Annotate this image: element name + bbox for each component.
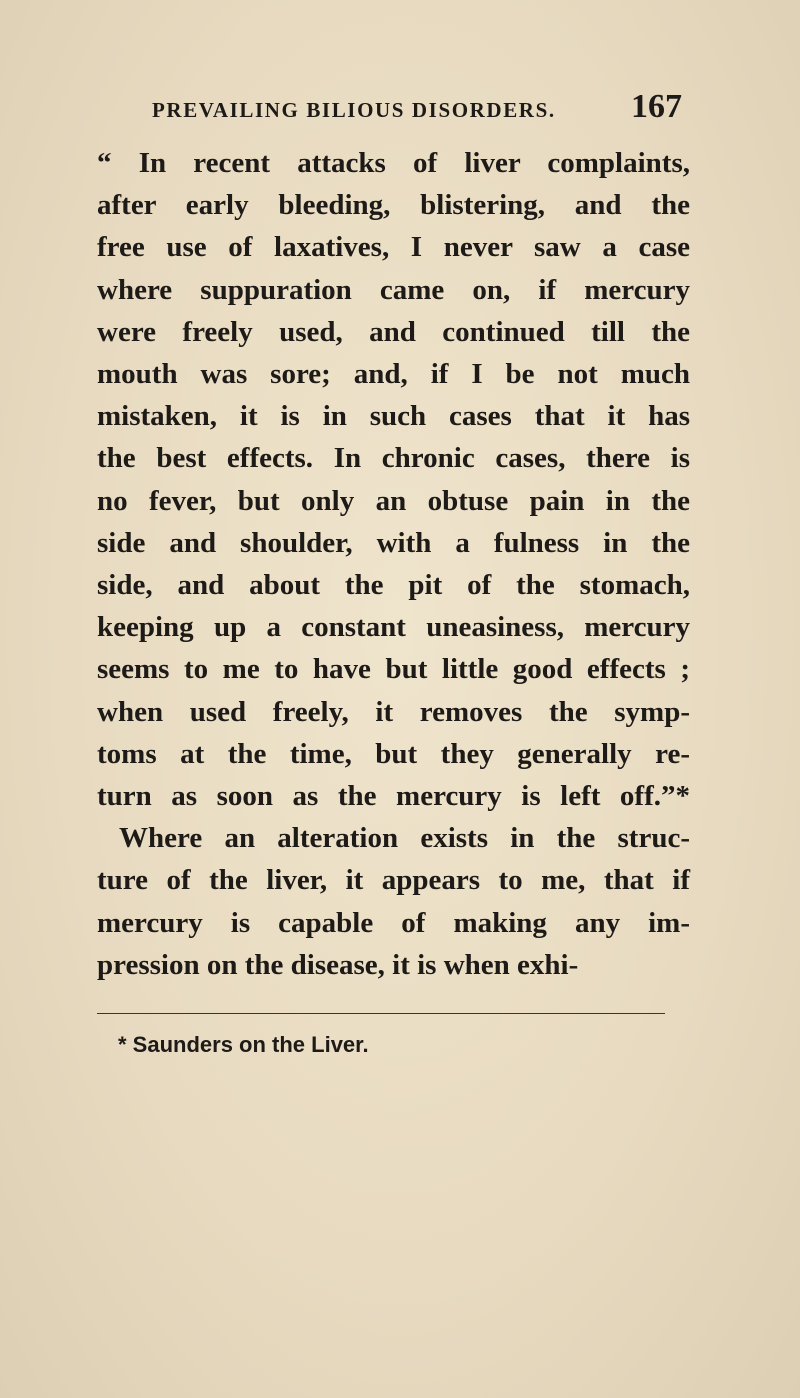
- text-line: “ In recent attacks of liver complaints,: [97, 147, 690, 179]
- text-line: free use of laxatives, I never saw a case: [97, 231, 690, 264]
- text-line: seems to me to have but little good effects ;: [97, 653, 690, 686]
- page-number: 167: [631, 88, 682, 125]
- text-line: mouth was sore; and, if I be not much: [97, 358, 690, 391]
- text-line: side, and about the pit of the stomach,: [97, 569, 690, 602]
- text-line: mistaken, it is in such cases that it has: [97, 400, 690, 433]
- body-text: [97, 142, 690, 986]
- footnote-rule: [97, 1013, 665, 1014]
- running-head: [152, 88, 682, 128]
- text-line: where suppuration came on, if mercury: [97, 273, 690, 306]
- text-line: turn as soon as the mercury is left off.”*: [97, 780, 690, 813]
- footnote: * Saunders on the Liver.: [118, 1032, 369, 1057]
- text-line: the best effects. In chronic cases, there is: [97, 442, 690, 475]
- text-line: side and shoulder, with a fulness in the: [97, 526, 690, 559]
- text-line: Where an alteration exists in the struc-: [119, 822, 690, 855]
- text-line: ture of the liver, it appears to me, that if: [97, 864, 690, 897]
- text-line: when used freely, it removes the symp-: [97, 695, 690, 728]
- text-line: pression on the disease, it is when exhi-: [97, 948, 579, 981]
- text-line: after early bleeding, blistering, and the: [97, 189, 690, 222]
- text-line: were freely used, and continued till the: [97, 315, 690, 348]
- running-title: PREVAILING BILIOUS DISORDERS.: [152, 98, 556, 122]
- text-line: mercury is capable of making any im-: [97, 906, 690, 939]
- text-line: toms at the time, but they generally re-: [97, 737, 690, 770]
- text-line: no fever, but only an obtuse pain in the: [97, 484, 690, 517]
- text-line: keeping up a constant uneasiness, mercury: [97, 611, 690, 644]
